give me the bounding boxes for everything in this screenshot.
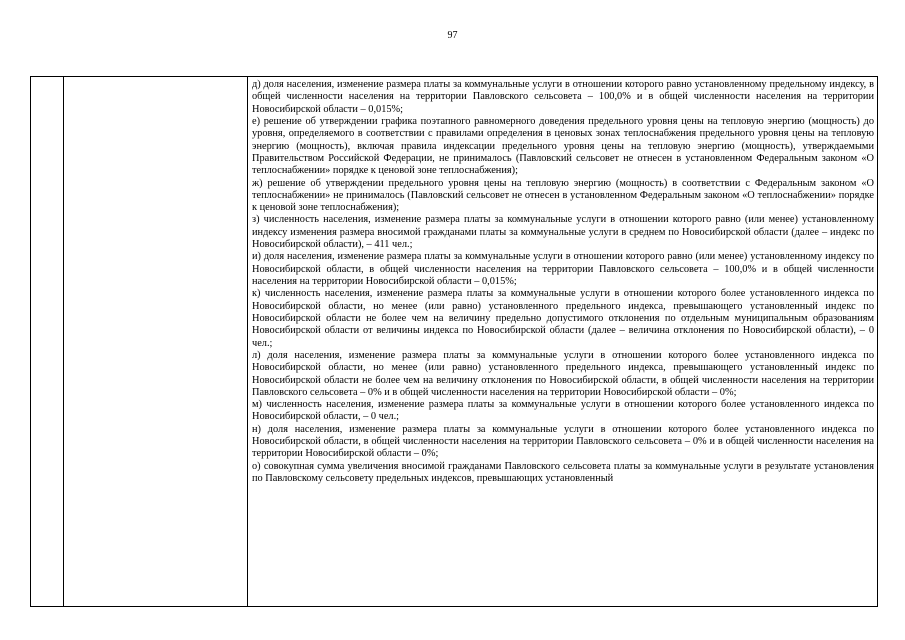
table-cell-number	[31, 77, 64, 607]
paragraph-n: н) доля населения, изменение размера платы за коммунальные услуги в отношении которого более установленного индекса по Новосибирской области, в общей численности населения на территории Павловского сельсовета – 0% и в общей численности населения на территории Новосибирской области – 0%;	[252, 423, 874, 460]
table-row	[31, 77, 878, 607]
page-number: 97	[447, 30, 458, 41]
document-table	[30, 76, 878, 607]
paragraph-l: л) доля населения, изменение размера платы за коммунальные услуги в отношении которого более установленного индекса по Новосибирской области, но менее (или равно) установленного предельного индекса, превышающего установленный индекс по Новосибирской области не более чем на величину отклонения по Новосибирской области, в общей численности населения на территории Павловского сельсовета – 0% и в общей численности населения на территории Новосибирской области – 0%;	[252, 349, 874, 398]
paragraph-zh: ж) решение об утверждении предельного уровня цены на тепловую энергию (мощность) в соответствии с Федеральным законом «О теплоснабжении» не принималось (Павловский сельсовет не отнесен в установленном Федеральным законом «О теплоснабжении» порядке к ценовой зоне теплоснабжения);	[252, 177, 874, 214]
paragraph-d: д) доля населения, изменение размера платы за коммунальные услуги в отношении которого равно установленному предельному индексу, в общей численности населения на территории Павловского сельсовета – 100,0% и в общей численности населения на территории Новосибирской области – 0,015%;	[252, 79, 874, 115]
table-cell-title	[64, 77, 248, 607]
paragraph-k: к) численность населения, изменение размера платы за коммунальные услуги в отношении которого более установленного индекса по Новосибирской области, но менее (или равно) установленного предельного индекса, превышающего установленный индекс по Новосибирской области не более чем на величину предельно допустимого отклонения по отдельным муниципальным образованиям Новосибирской области от величины индекса по Новосибирской области (далее – величина отклонения по Новосибирской области), – 0 чел.;	[252, 288, 874, 349]
paragraph-m: м) численность населения, изменение размера платы за коммунальные услуги в отношении которого более установленного индекса по Новосибирской области, – 0 чел.;	[252, 399, 874, 423]
table-cell-content	[248, 77, 878, 607]
paragraph-z: з) численность населения, изменение размера платы за коммунальные услуги в отношении которого равно (или менее) установленному индексу изменения размера вносимой гражданами платы за коммунальные услуги в среднем по Новосибирской области (далее – индекс по Новосибирской области), – 411 чел.;	[252, 214, 874, 251]
paragraph-i: и) доля населения, изменение размера платы за коммунальные услуги в отношении которого равно (или менее) установленному индексу по Новосибирской области, в общей численности населения на территории Павловского сельсовета – 100,0% и в общей численности населения на территории Новосибирской области – 0,015%;	[252, 251, 874, 287]
paragraph-o: о) совокупная сумма увеличения вносимой гражданами Павловского сельсовета платы за коммунальные услуги в результате установления по Павловскому сельсовету предельных индексов, превышающих установленный	[252, 460, 874, 484]
paragraph-e: е) решение об утверждении графика поэтапного равномерного доведения предельного уровня цены на тепловую энергию (мощность) до уровня, определяемого в соответствии с правилами определения в ценовых зонах теплоснабжения предельного уровня цены на тепловую энергию (мощность), включая правила индексации предельного уровня цены на тепловую энергию (мощность), утверждаемыми Правительством Российской Федерации, не принималось (Павловский сельсовет не отнесен в установленном Федеральным законом «О теплоснабжении» порядке к ценовой зоне теплоснабжения);	[252, 115, 874, 177]
